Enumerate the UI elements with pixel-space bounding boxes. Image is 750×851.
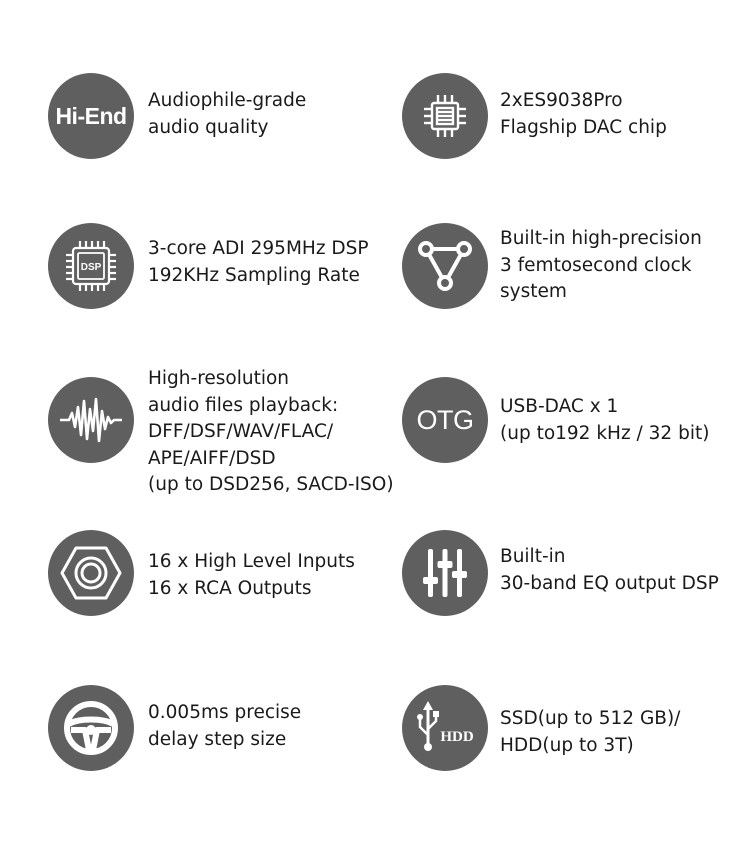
feature-text: 16 x High Level Inputs 16 x RCA Outputs xyxy=(148,551,355,599)
dsp-chip-icon xyxy=(48,223,134,309)
feature-text: USB-DAC x 1 (up to192 kHz / 32 bit) xyxy=(500,396,710,444)
feature-text: 2xES9038Pro Flagship DAC chip xyxy=(500,90,667,138)
hi-end-icon: Hi-End xyxy=(48,73,134,159)
feature-text: Built-in high-precision 3 femtosecond clock system xyxy=(500,228,702,302)
feature-text: Audiophile-grade audio quality xyxy=(148,90,307,138)
feature-text: 3-core ADI 295MHz DSP 192KHz Sampling Rate xyxy=(148,238,369,286)
usb-hdd-icon xyxy=(402,685,488,771)
steering-wheel-icon xyxy=(48,685,134,771)
hex-nut-icon xyxy=(48,530,134,616)
feature-text: 0.005ms precise delay step size xyxy=(148,702,302,750)
svg-text:DSP: DSP xyxy=(80,262,102,273)
feature-text: SSD(up to 512 GB)/ HDD(up to 3T) xyxy=(500,708,681,756)
feature-text: Built-in 30-band EQ output DSP xyxy=(500,546,719,594)
equalizer-icon xyxy=(402,530,488,616)
clock-triangle-icon xyxy=(402,223,488,309)
chip-icon xyxy=(402,73,488,159)
otg-icon: OTG xyxy=(402,377,488,463)
feature-text: High-resolution audio files playback: DFF/DSF/WAV/FLAC/ APE/AIFF/DSD (up to DSD256, SACD-ISO) xyxy=(148,368,394,495)
svg-text:HDD: HDD xyxy=(440,729,474,745)
waveform-icon xyxy=(48,377,134,463)
